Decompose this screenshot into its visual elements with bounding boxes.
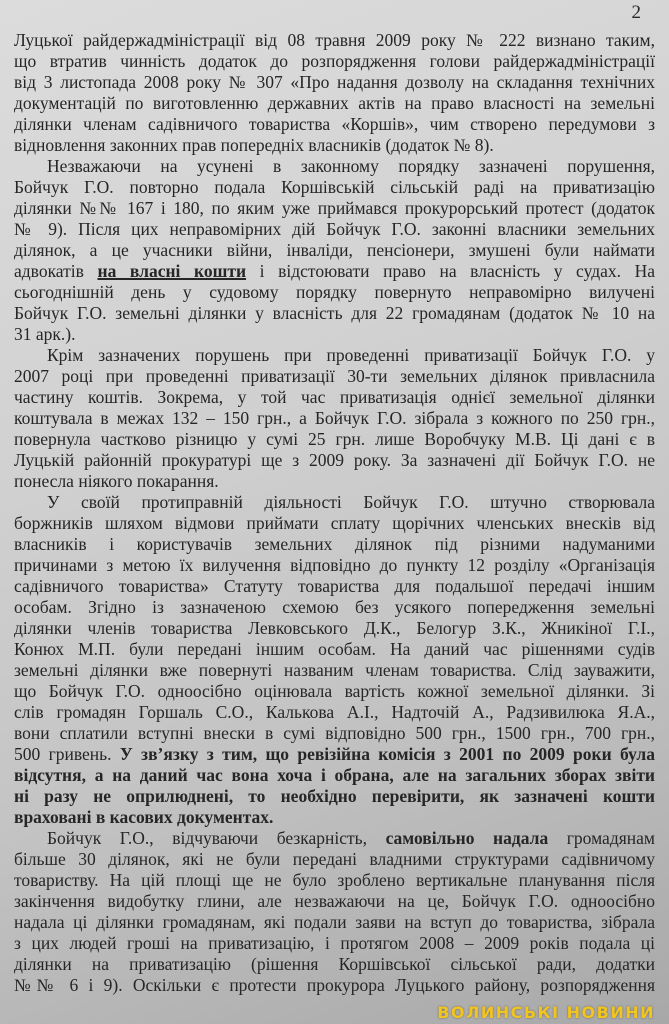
text-line bbox=[14, 870, 655, 891]
text-line bbox=[14, 156, 655, 177]
paragraph bbox=[14, 345, 655, 492]
text-segment: вони сплатили вступні внески в сумі відповідно 500 грн., 1500 грн., 700 грн., bbox=[14, 723, 655, 743]
text-line bbox=[14, 261, 655, 282]
text-segment: № 9). Після цих неправомірних дій Бойчук Г.О. законні власники земельних bbox=[14, 219, 655, 239]
document-body bbox=[14, 30, 655, 996]
text-segment: від 3 листопада 2008 року № 307 «Про надання дозволу на складання технічних bbox=[14, 72, 655, 92]
emphasized-text: У зв’язку з тим, що ревізійна комісія з 2001 по 2009 роки була bbox=[119, 744, 655, 764]
text-segment: частину коштів. Зокрема, у той час приватизація однієї земельної ділянки bbox=[14, 387, 655, 407]
text-line bbox=[14, 681, 655, 702]
text-segment: Бойчук Г.О., відчуваючи безкарність, bbox=[47, 828, 386, 848]
text-line bbox=[14, 807, 655, 828]
text-line bbox=[14, 828, 655, 849]
text-line bbox=[14, 555, 655, 576]
text-line bbox=[14, 954, 655, 975]
text-segment: У своїй протиправній діяльності Бойчук Г.О. штучно створювала bbox=[47, 492, 655, 512]
text-line bbox=[14, 597, 655, 618]
text-segment: причинами з метою їх вилучення відповідно до пункту 12 розділу «Організація bbox=[14, 555, 655, 575]
text-segment: понесла ніякого покарання. bbox=[14, 471, 219, 491]
text-line bbox=[14, 660, 655, 681]
text-line bbox=[14, 366, 655, 387]
text-segment: з цих людей гроші на приватизацію, і протягом 2008 – 2009 років подала ці bbox=[14, 933, 655, 953]
text-line bbox=[14, 324, 655, 345]
text-segment: Крім зазначених порушень при проведенні приватизації Бойчук Г.О. у bbox=[47, 345, 655, 365]
text-line bbox=[14, 723, 655, 744]
text-segment: садівничого товариства» Статуту товариства для подальшої передачі іншим bbox=[14, 576, 655, 596]
text-segment: Незважаючи на усунені в законному порядку зазначені порушення, bbox=[47, 156, 655, 176]
text-segment: Конюх М.П. були передані іншим особам. На даний час рішеннями судів bbox=[14, 639, 655, 659]
text-line bbox=[14, 219, 655, 240]
text-line bbox=[14, 912, 655, 933]
text-segment: Бойчук Г.О. повторно подала Коршівській сільській раді на приватизацію bbox=[14, 177, 655, 197]
text-segment: надала ці ділянки громадянам, які подали заяви на вступ до товариства, зібрала bbox=[14, 912, 655, 932]
text-segment: ділянки №№ 167 і 180, по яким уже приймався прокурорський протест (додаток bbox=[14, 198, 655, 218]
text-segment: що втратив чинність додаток до розпорядження голови райдержадміністрації bbox=[14, 51, 655, 71]
text-segment: сьогоднішній день у судовому порядку повернуто неправомірно вилучені bbox=[14, 282, 655, 302]
text-segment: №№ 6 і 9). Оскільки є протести прокурора Луцького району, розпорядження bbox=[14, 975, 655, 995]
text-line bbox=[14, 471, 655, 492]
text-line bbox=[14, 135, 655, 156]
text-line bbox=[14, 387, 655, 408]
text-segment: що Бойчук Г.О. одноосібно оцінювала вартість кожної земельної ділянки. Зі bbox=[14, 681, 655, 701]
text-segment: більше 30 ділянок, які не були передані владними структурами садівничому bbox=[14, 849, 655, 869]
text-line bbox=[14, 303, 655, 324]
text-segment: 500 гривень. bbox=[14, 744, 120, 764]
text-segment: відновлення законних прав попередніх власників (додаток № 8). bbox=[14, 135, 494, 155]
text-line bbox=[14, 345, 655, 366]
text-segment: Луцької райдержадміністрації від 08 травня 2009 року № 222 визнано таким, bbox=[14, 30, 655, 50]
text-segment: громадянам bbox=[548, 828, 655, 848]
text-line bbox=[14, 282, 655, 303]
text-line bbox=[14, 975, 655, 996]
text-line bbox=[14, 849, 655, 870]
paragraph bbox=[14, 492, 655, 828]
text-segment: ділянок, а це учасники війни, інваліди, пенсіонери, змушені були наймати bbox=[14, 240, 655, 260]
text-line bbox=[14, 534, 655, 555]
text-line bbox=[14, 408, 655, 429]
emphasized-text: враховані в касових документах. bbox=[14, 807, 274, 827]
text-line bbox=[14, 429, 655, 450]
text-line bbox=[14, 51, 655, 72]
emphasized-text: відсутня, а на даний час вона хоча і обрана, але на загальних зборах звіти bbox=[14, 765, 655, 785]
text-line bbox=[14, 240, 655, 261]
text-segment: 31 арк.). bbox=[14, 324, 76, 344]
text-line bbox=[14, 492, 655, 513]
text-segment: ділянки членів товариства Левковського Д.К., Белогур З.К., Жникіної Г.І., bbox=[14, 618, 655, 638]
text-segment: особам. Згідно із зазначеною схемою без усякого попередження земельні bbox=[14, 597, 655, 617]
paragraph bbox=[14, 156, 655, 345]
text-segment: 2007 році при проведенні приватизації 30-ти земельних ділянок привласнила bbox=[14, 366, 655, 386]
text-segment: і відстоювати право на власність у судах. На bbox=[246, 261, 656, 281]
text-segment: земельні ділянки вже повернуті названим членам товариства. Слід зауважити, bbox=[14, 660, 655, 680]
text-line bbox=[14, 177, 655, 198]
text-line bbox=[14, 765, 655, 786]
text-line bbox=[14, 639, 655, 660]
paragraph bbox=[14, 30, 655, 156]
text-line bbox=[14, 576, 655, 597]
page-number: 2 bbox=[631, 2, 641, 23]
text-line bbox=[14, 72, 655, 93]
text-segment: повернула частково різницю у сумі 25 грн. лише Воробчуку М.В. Ці дані є в bbox=[14, 429, 655, 449]
text-line bbox=[14, 513, 655, 534]
text-segment: адвокатів bbox=[14, 261, 98, 281]
text-line bbox=[14, 786, 655, 807]
emphasized-text: ні разу не оприлюднені, то необхідно перевірити, як зазначені кошти bbox=[14, 786, 655, 806]
paragraph bbox=[14, 828, 655, 996]
text-segment: коштувала в межах 132 – 150 грн., а Бойчук Г.О. зібрала з кожного по 250 грн., bbox=[14, 408, 655, 428]
text-segment: боржників шляхом відмови приймати сплату щорічних членських внесків від bbox=[14, 513, 655, 533]
text-segment: ділянки на приватизацію (рішення Коршівської сільської ради, додатки bbox=[14, 954, 655, 974]
text-line bbox=[14, 744, 655, 765]
text-line bbox=[14, 198, 655, 219]
watermark-logo: ВОЛИНСЬКІ НОВИНИ bbox=[437, 1003, 655, 1022]
text-line bbox=[14, 702, 655, 723]
text-line bbox=[14, 30, 655, 51]
text-line bbox=[14, 891, 655, 912]
text-line bbox=[14, 93, 655, 114]
text-segment: власників і користувачів земельних ділянок під різними надуманими bbox=[14, 534, 655, 554]
text-segment: Луцькій районній прокуратурі ще з 2009 року. За зазначені дії Бойчук Г.О. не bbox=[14, 450, 655, 470]
text-segment: слів громадян Горшаль С.О., Калькова А.І., Надточій А., Радзивилюка Я.А., bbox=[14, 702, 655, 722]
text-segment: товариству. На цій площі ще не було зроблено вертикальне планування після bbox=[14, 870, 655, 890]
text-segment: ділянки членам садівничого товариства «Коршів», чим створено передумови з bbox=[14, 114, 655, 134]
text-segment: закінчення видобутку глини, але незважаючи на це, Бойчук Г.О. одноосібно bbox=[14, 891, 655, 911]
text-line bbox=[14, 114, 655, 135]
text-segment: Бойчук Г.О. земельні ділянки у власність для 22 громадянам (додаток № 10 на bbox=[14, 303, 655, 323]
text-line bbox=[14, 450, 655, 471]
text-line bbox=[14, 618, 655, 639]
emphasized-text: на власні кошти bbox=[97, 261, 247, 281]
text-segment: документацій по виготовленню державних актів на право власності на земельні bbox=[14, 93, 655, 113]
text-line bbox=[14, 933, 655, 954]
emphasized-text: самовільно надала bbox=[385, 828, 549, 848]
